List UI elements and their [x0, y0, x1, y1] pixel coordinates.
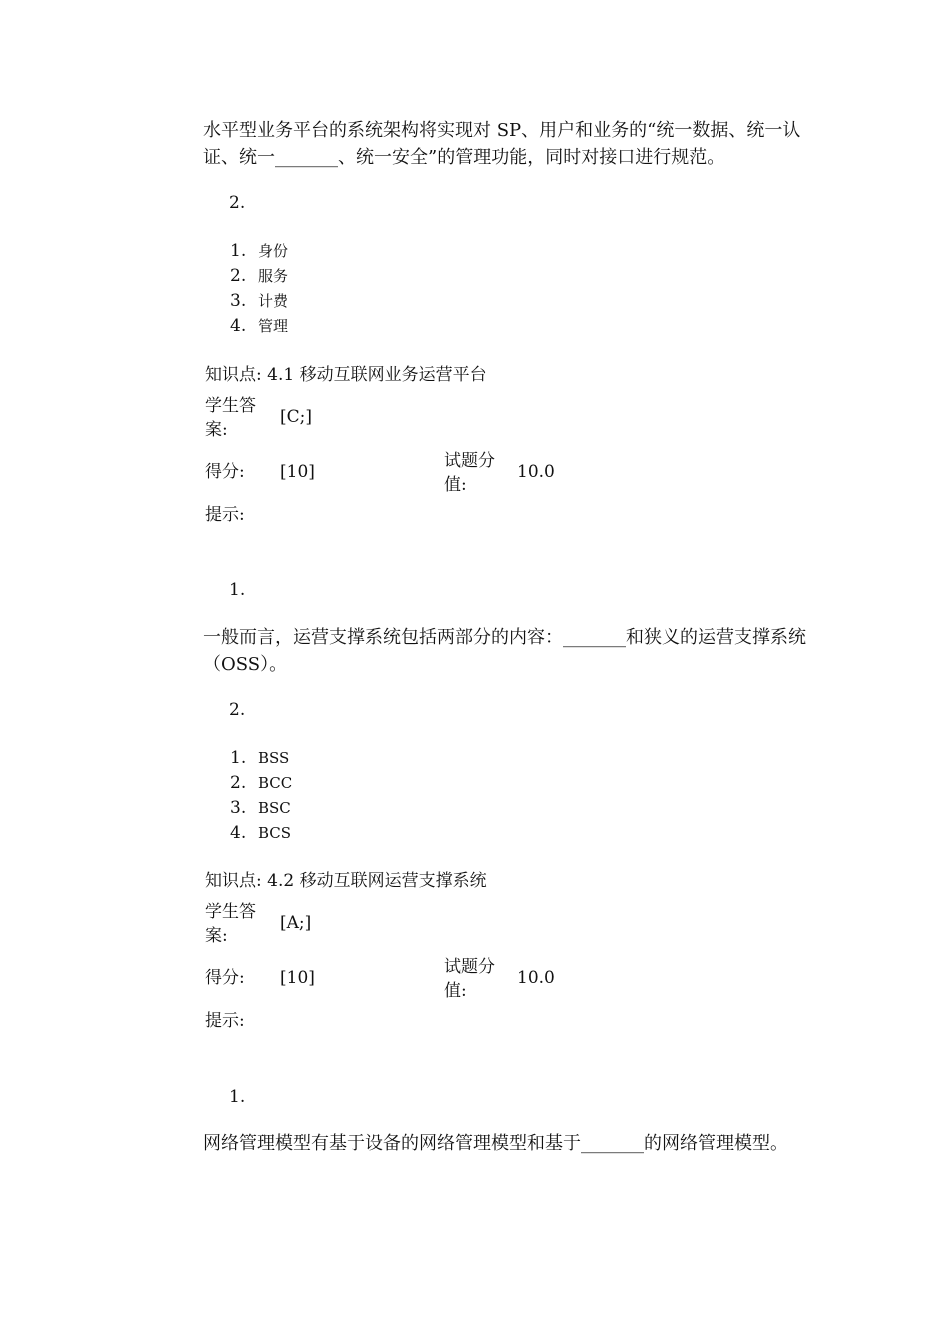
option-number: 2. — [230, 266, 247, 286]
option-text: BCC — [258, 774, 293, 792]
option-number: 1. — [230, 748, 247, 768]
option-number: 1. — [230, 241, 247, 261]
option-item — [230, 291, 288, 311]
question-1-knowledge-point: 知识点: 4.1 移动互联网业务运营平台 — [205, 365, 487, 385]
question-2-text: 一般而言，运营支撑系统包括两部分的内容：_______和狭义的运营支撑系统（OSS）。 — [203, 627, 806, 675]
option-item — [230, 823, 291, 843]
question-2-points-value: 10.0 — [517, 968, 555, 988]
option-number: 4. — [230, 823, 247, 843]
option-item — [230, 266, 288, 286]
question-2-answer-value: [A;] — [280, 913, 312, 933]
option-item — [230, 316, 288, 336]
option-number: 4. — [230, 316, 247, 336]
option-text: BSS — [258, 749, 290, 767]
question-1-answer-value: [C;] — [280, 407, 312, 427]
question-2-section-number: 2. — [229, 700, 246, 720]
option-text: 计费 — [258, 292, 289, 310]
option-item — [230, 798, 291, 818]
option-item — [230, 773, 292, 793]
question-1-hint-label: 提示: — [205, 505, 245, 525]
question-2-top-number: 1. — [229, 580, 246, 600]
option-number: 3. — [230, 798, 247, 818]
option-text: BSC — [258, 799, 291, 817]
option-number: 2. — [230, 773, 247, 793]
option-item — [230, 241, 288, 261]
question-2-hint-label: 提示: — [205, 1011, 245, 1031]
question-1-answer-label: 学生答案: — [205, 396, 256, 440]
question-1-points-label: 试题分值: — [444, 451, 495, 495]
question-1-score-label: 得分: — [205, 462, 245, 482]
question-1-text: 水平型业务平台的系统架构将实现对 SP、用户和业务的“统一数据、统一认证、统一_______、统一安全”的管理功能，同时对接口进行规范。 — [203, 120, 801, 168]
question-2-answer-label: 学生答案: — [205, 902, 256, 946]
option-text: BCS — [258, 824, 292, 842]
option-item — [230, 748, 289, 768]
question-2-points-label: 试题分值: — [444, 957, 495, 1001]
option-text: 身份 — [258, 242, 289, 260]
question-1-points-value: 10.0 — [517, 462, 555, 482]
question-3-text: 网络管理模型有基于设备的网络管理模型和基于_______的网络管理模型。 — [203, 1133, 788, 1154]
question-2-score-value: [10] — [280, 968, 315, 988]
question-2-knowledge-point: 知识点: 4.2 移动互联网运营支撑系统 — [205, 871, 487, 891]
option-number: 3. — [230, 291, 247, 311]
question-3-top-number: 1. — [229, 1087, 246, 1107]
option-text: 管理 — [258, 317, 289, 335]
question-1-section-number: 2. — [229, 193, 246, 213]
option-text: 服务 — [258, 267, 289, 285]
question-2-score-label: 得分: — [205, 968, 245, 988]
question-1-score-value: [10] — [280, 462, 315, 482]
